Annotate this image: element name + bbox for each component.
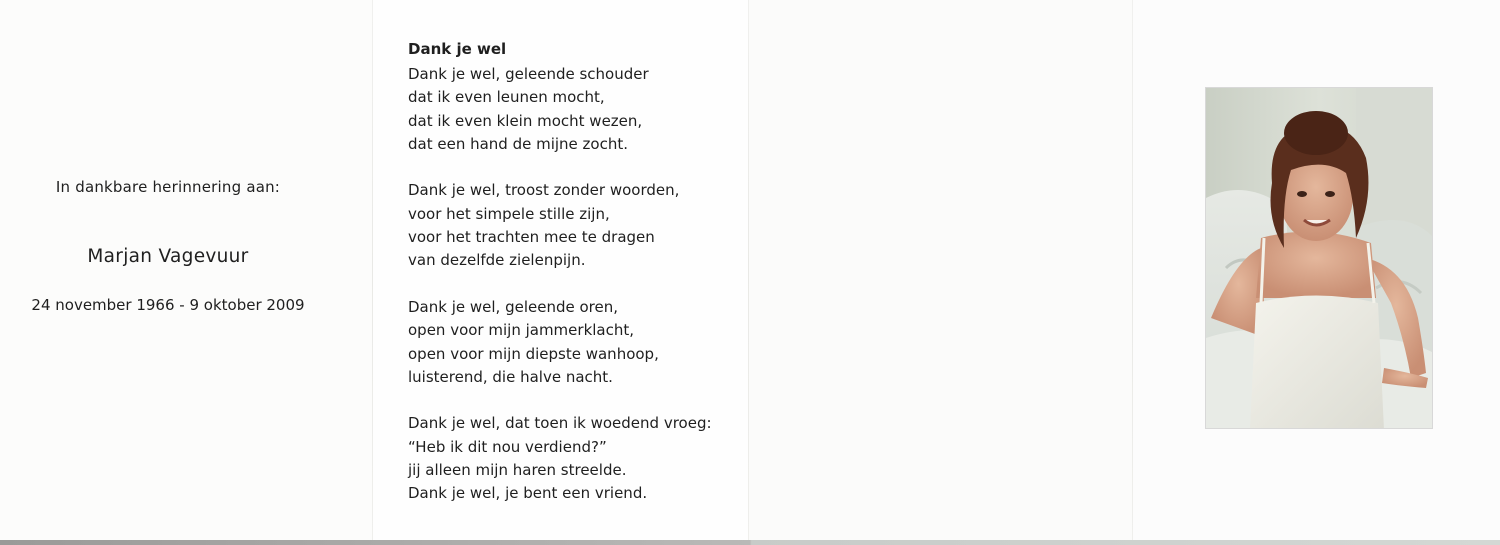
poem-line: open voor mijn jammerklacht, <box>408 321 635 340</box>
poem-line: Dank je wel, geleende oren, <box>408 297 618 316</box>
poem-line: open voor mijn diepste wanhoop, <box>408 344 659 363</box>
poem-line: voor het trachten mee te dragen <box>408 228 655 247</box>
scan-bottom-edge <box>0 540 1500 545</box>
poem-body <box>408 63 712 506</box>
poem-line: dat ik even klein mocht wezen, <box>408 111 643 130</box>
poem-line: dat ik even leunen mocht, <box>408 88 605 107</box>
portrait-illustration <box>1206 88 1433 429</box>
fold-line <box>1132 0 1133 541</box>
poem-line: jij alleen mijn haren streelde. <box>408 461 627 480</box>
stanza-gap <box>408 156 712 179</box>
stanza-gap <box>408 273 712 296</box>
memorial-intro: In dankbare herinnering aan: <box>55 178 281 196</box>
poem-line: Dank je wel, dat toen ik woedend vroeg: <box>408 414 712 433</box>
poem-line: dat een hand de mijne zocht. <box>408 134 629 153</box>
card-panel-blank <box>748 0 1132 541</box>
life-dates: 24 november 1966 - 9 oktober 2009 <box>31 296 305 314</box>
poem-line: voor het simpele stille zijn, <box>408 204 610 223</box>
stanza-gap <box>408 389 712 412</box>
fold-line <box>748 0 749 541</box>
poem-line: Dank je wel, je bent een vriend. <box>408 484 648 503</box>
poem-line: Dank je wel, geleende schouder <box>408 65 649 83</box>
poem-line: Dank je wel, troost zonder woorden, <box>408 181 680 200</box>
poem-line: luisterend, die halve nacht. <box>408 367 613 386</box>
poem-line: van dezelfde zielenpijn. <box>408 251 586 270</box>
portrait-photo <box>1205 87 1433 429</box>
poem-title: Dank je wel <box>408 40 507 58</box>
card-panel-memorial <box>0 0 372 541</box>
fold-line <box>372 0 373 541</box>
deceased-name: Marjan Vagevuur <box>87 246 249 267</box>
poem-line: “Heb ik dit nou verdiend?” <box>408 437 607 456</box>
